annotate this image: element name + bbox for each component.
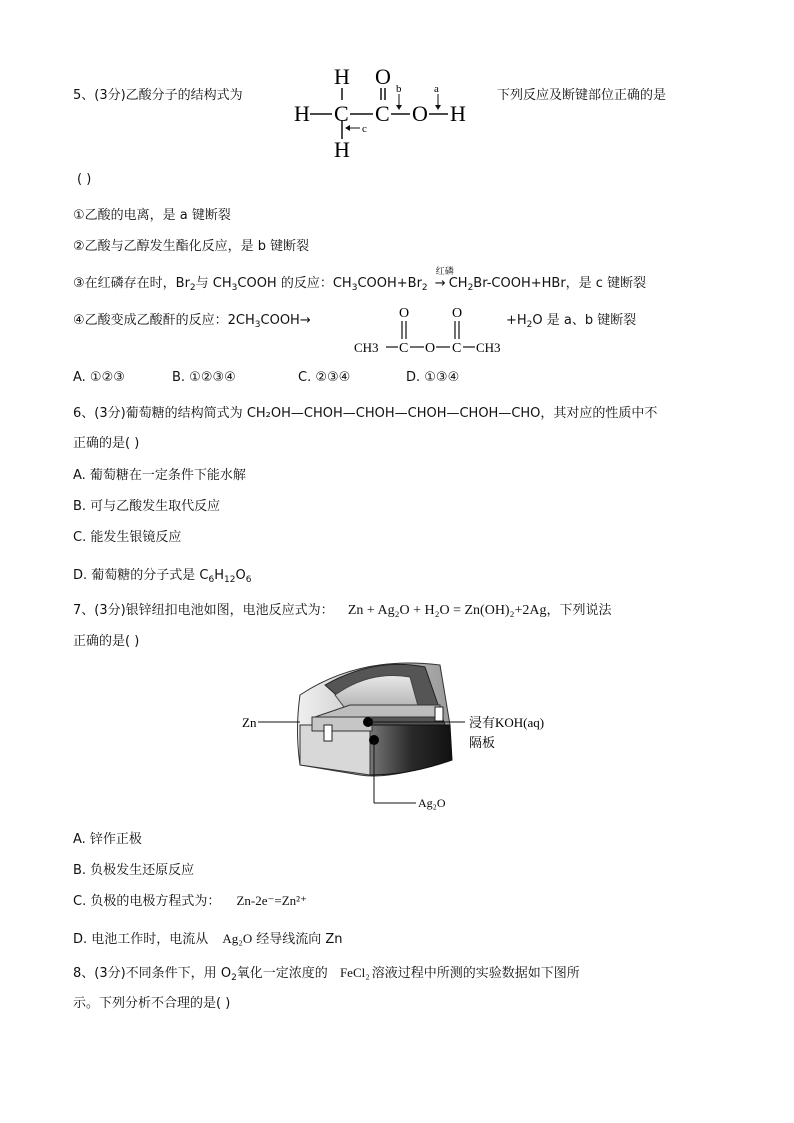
q5-option-c: C. ②③④: [298, 370, 351, 385]
q6-optd-pre: D. 葡萄糖的分子式是 C: [73, 568, 209, 583]
q5-item3-pre: ③在红磷存在时，Br: [73, 276, 190, 291]
q5-item3-sub4: 2: [421, 283, 428, 293]
q5-item4-post-pre: +H: [506, 313, 527, 328]
atom-h-left: H: [294, 101, 310, 126]
q5-item3-arrow: →: [434, 276, 446, 291]
q5-stem: [73, 84, 243, 103]
q5-item3-sub3: 3: [351, 283, 358, 293]
q7-option-b: B. 负极发生还原反应: [73, 863, 195, 878]
q6-optd-h: H: [214, 568, 225, 583]
atom-h-right: H: [450, 101, 466, 126]
q5-item-2: ②乙酸与乙醇发生酯化反应，是 b 键断裂: [73, 239, 310, 254]
anhydride-o-right: O: [452, 306, 463, 321]
q7-stem-post: ，下列说法: [546, 603, 612, 618]
q5-item3-arrow-group: [434, 267, 454, 291]
q8-stem-mid: 氧化一定浓度的: [236, 966, 328, 981]
acetic-acid-structure: [288, 64, 478, 164]
arrow-a-head: [435, 105, 441, 110]
q7-optc-pre: C. 负极的电极方程式为：: [73, 894, 221, 909]
q5-item3-mid3: COOH+Br: [357, 276, 422, 291]
bond-label-b: b: [396, 83, 402, 95]
q6-optd-s3: 6: [245, 575, 252, 585]
label-zn: Zn: [242, 715, 257, 730]
bond-label-c: c: [362, 123, 367, 135]
q8-stem-sub: 2: [231, 973, 237, 983]
q5-option-a: A. ①②③: [73, 370, 125, 385]
q7-optd-pre: D. 电池工作时，电流从: [73, 932, 209, 947]
q7-equation: Zn + Ag₂O + H₂O = Zn(OH)₂+2Ag: [347, 603, 547, 618]
q5-item3-sub2: 3: [231, 283, 238, 293]
q8-stem-line1: [73, 962, 580, 983]
q6-stem-line1: 6、(3分)葡萄糖的结构简式为 CH₂OH—CHOH—CHOH—CHOH—CHOH—CHO，其对应的性质中不: [73, 406, 658, 421]
q5-item3-mid4: CH: [448, 276, 468, 291]
q5-item3-sub1: 2: [189, 283, 196, 293]
q6-option-d: [73, 564, 251, 585]
anhydride-c-left: C: [399, 341, 409, 356]
label-ag2o: Ag₂O: [418, 796, 446, 810]
q5-item-4: [73, 309, 311, 330]
q7-option-d: [73, 928, 343, 947]
q7-option-a: A. 锌作正极: [73, 832, 142, 847]
q5-item4-pre: ④乙酸变成乙酸酐的反应：2CH: [73, 313, 255, 328]
q7-optd-post: 经导线流向 Zn: [256, 932, 343, 947]
q5-item4-mid: COOH→: [260, 313, 311, 328]
q5-item3-sub5: 2: [467, 283, 474, 293]
q6-option-c: C. 能发生银镜反应: [73, 530, 182, 545]
q5-stem-pre: 5、(3分)乙酸分子的结构式为: [73, 88, 243, 103]
bond-label-a: a: [434, 83, 439, 95]
q8-stem-pre: 8、(3分)不同条件下，用 O: [73, 966, 232, 981]
q5-option-b: B. ①②③④: [172, 370, 236, 385]
atom-h-top: H: [334, 64, 350, 89]
q6-optd-s1: 6: [208, 575, 215, 585]
q8-stem-line2: 示。下列分析不合理的是( ): [73, 996, 231, 1011]
q8-fecl2: FeCl₂: [339, 965, 370, 980]
q6-optd-o: O: [235, 568, 246, 583]
button-battery-figure: [240, 655, 570, 815]
q7-optd-mid: Ag₂O: [222, 931, 253, 946]
q5-option-d: D. ①③④: [406, 370, 460, 385]
atom-c1: C: [334, 101, 349, 126]
q5-item3-post: Br-COOH+HBr，是 c 键断裂: [473, 276, 647, 291]
q5-item3-mid2: COOH 的反应：CH: [237, 276, 352, 291]
label-separator: 隔板: [469, 735, 496, 750]
q5-item4-sub: 3: [254, 320, 261, 330]
q5-blank: ( ): [77, 172, 92, 187]
arrow-b-head: [396, 105, 402, 110]
anhydride-ch3-right: CH3: [476, 340, 501, 355]
q7-stem-line1: [73, 599, 612, 619]
q5-item4-post-text: O 是 a、b 键断裂: [532, 313, 637, 328]
q5-item-3: [73, 267, 647, 293]
q5-stem-post: 下列反应及断键部位正确的是: [497, 88, 667, 103]
q7-stem-line2: 正确的是( ): [73, 634, 140, 649]
battery-dark-core: [370, 725, 452, 775]
q6-option-a: A. 葡萄糖在一定条件下能水解: [73, 468, 246, 483]
q5-item4-post: [506, 309, 636, 330]
q5-item3-catalyst: 红磷: [435, 267, 454, 277]
q7-optc-eq: Zn-2e⁻=Zn²⁺: [236, 893, 307, 908]
q5-item3-mid1: 与 CH: [195, 276, 232, 291]
battery-gasket: [435, 707, 443, 721]
atom-o-carbonyl: O: [375, 64, 391, 89]
q8-stem-post: 溶液过程中所测的实验数据如下图所: [371, 966, 580, 981]
label-koh: 浸有KOH(aq): [469, 715, 545, 730]
battery-gasket-left: [324, 725, 332, 741]
q7-stem-pre: 7、(3分)银锌纽扣电池如图，电池反应式为：: [73, 603, 334, 618]
q6-stem-line2: 正确的是( ): [73, 436, 140, 451]
anhydride-o-left: O: [399, 306, 410, 321]
q5-item4-post-sub: 2: [526, 320, 533, 330]
battery-inner-layer: [312, 717, 372, 731]
atom-c2: C: [375, 101, 390, 126]
anhydride-ch3-left: CH3: [354, 340, 379, 355]
anhydride-c-right: C: [452, 341, 462, 356]
atom-h-bottom: H: [334, 137, 350, 162]
battery-left-wall: [300, 725, 370, 775]
q6-option-b: B. 可与乙酸发生取代反应: [73, 499, 221, 514]
q6-optd-s2: 12: [224, 575, 236, 585]
anhydride-o-bridge: O: [425, 341, 436, 356]
q5-item-1: ①乙酸的电离，是 a 键断裂: [73, 208, 231, 223]
atom-o-hydroxyl: O: [412, 101, 428, 126]
q7-option-c: [73, 890, 307, 909]
anhydride-structure: [352, 302, 512, 358]
